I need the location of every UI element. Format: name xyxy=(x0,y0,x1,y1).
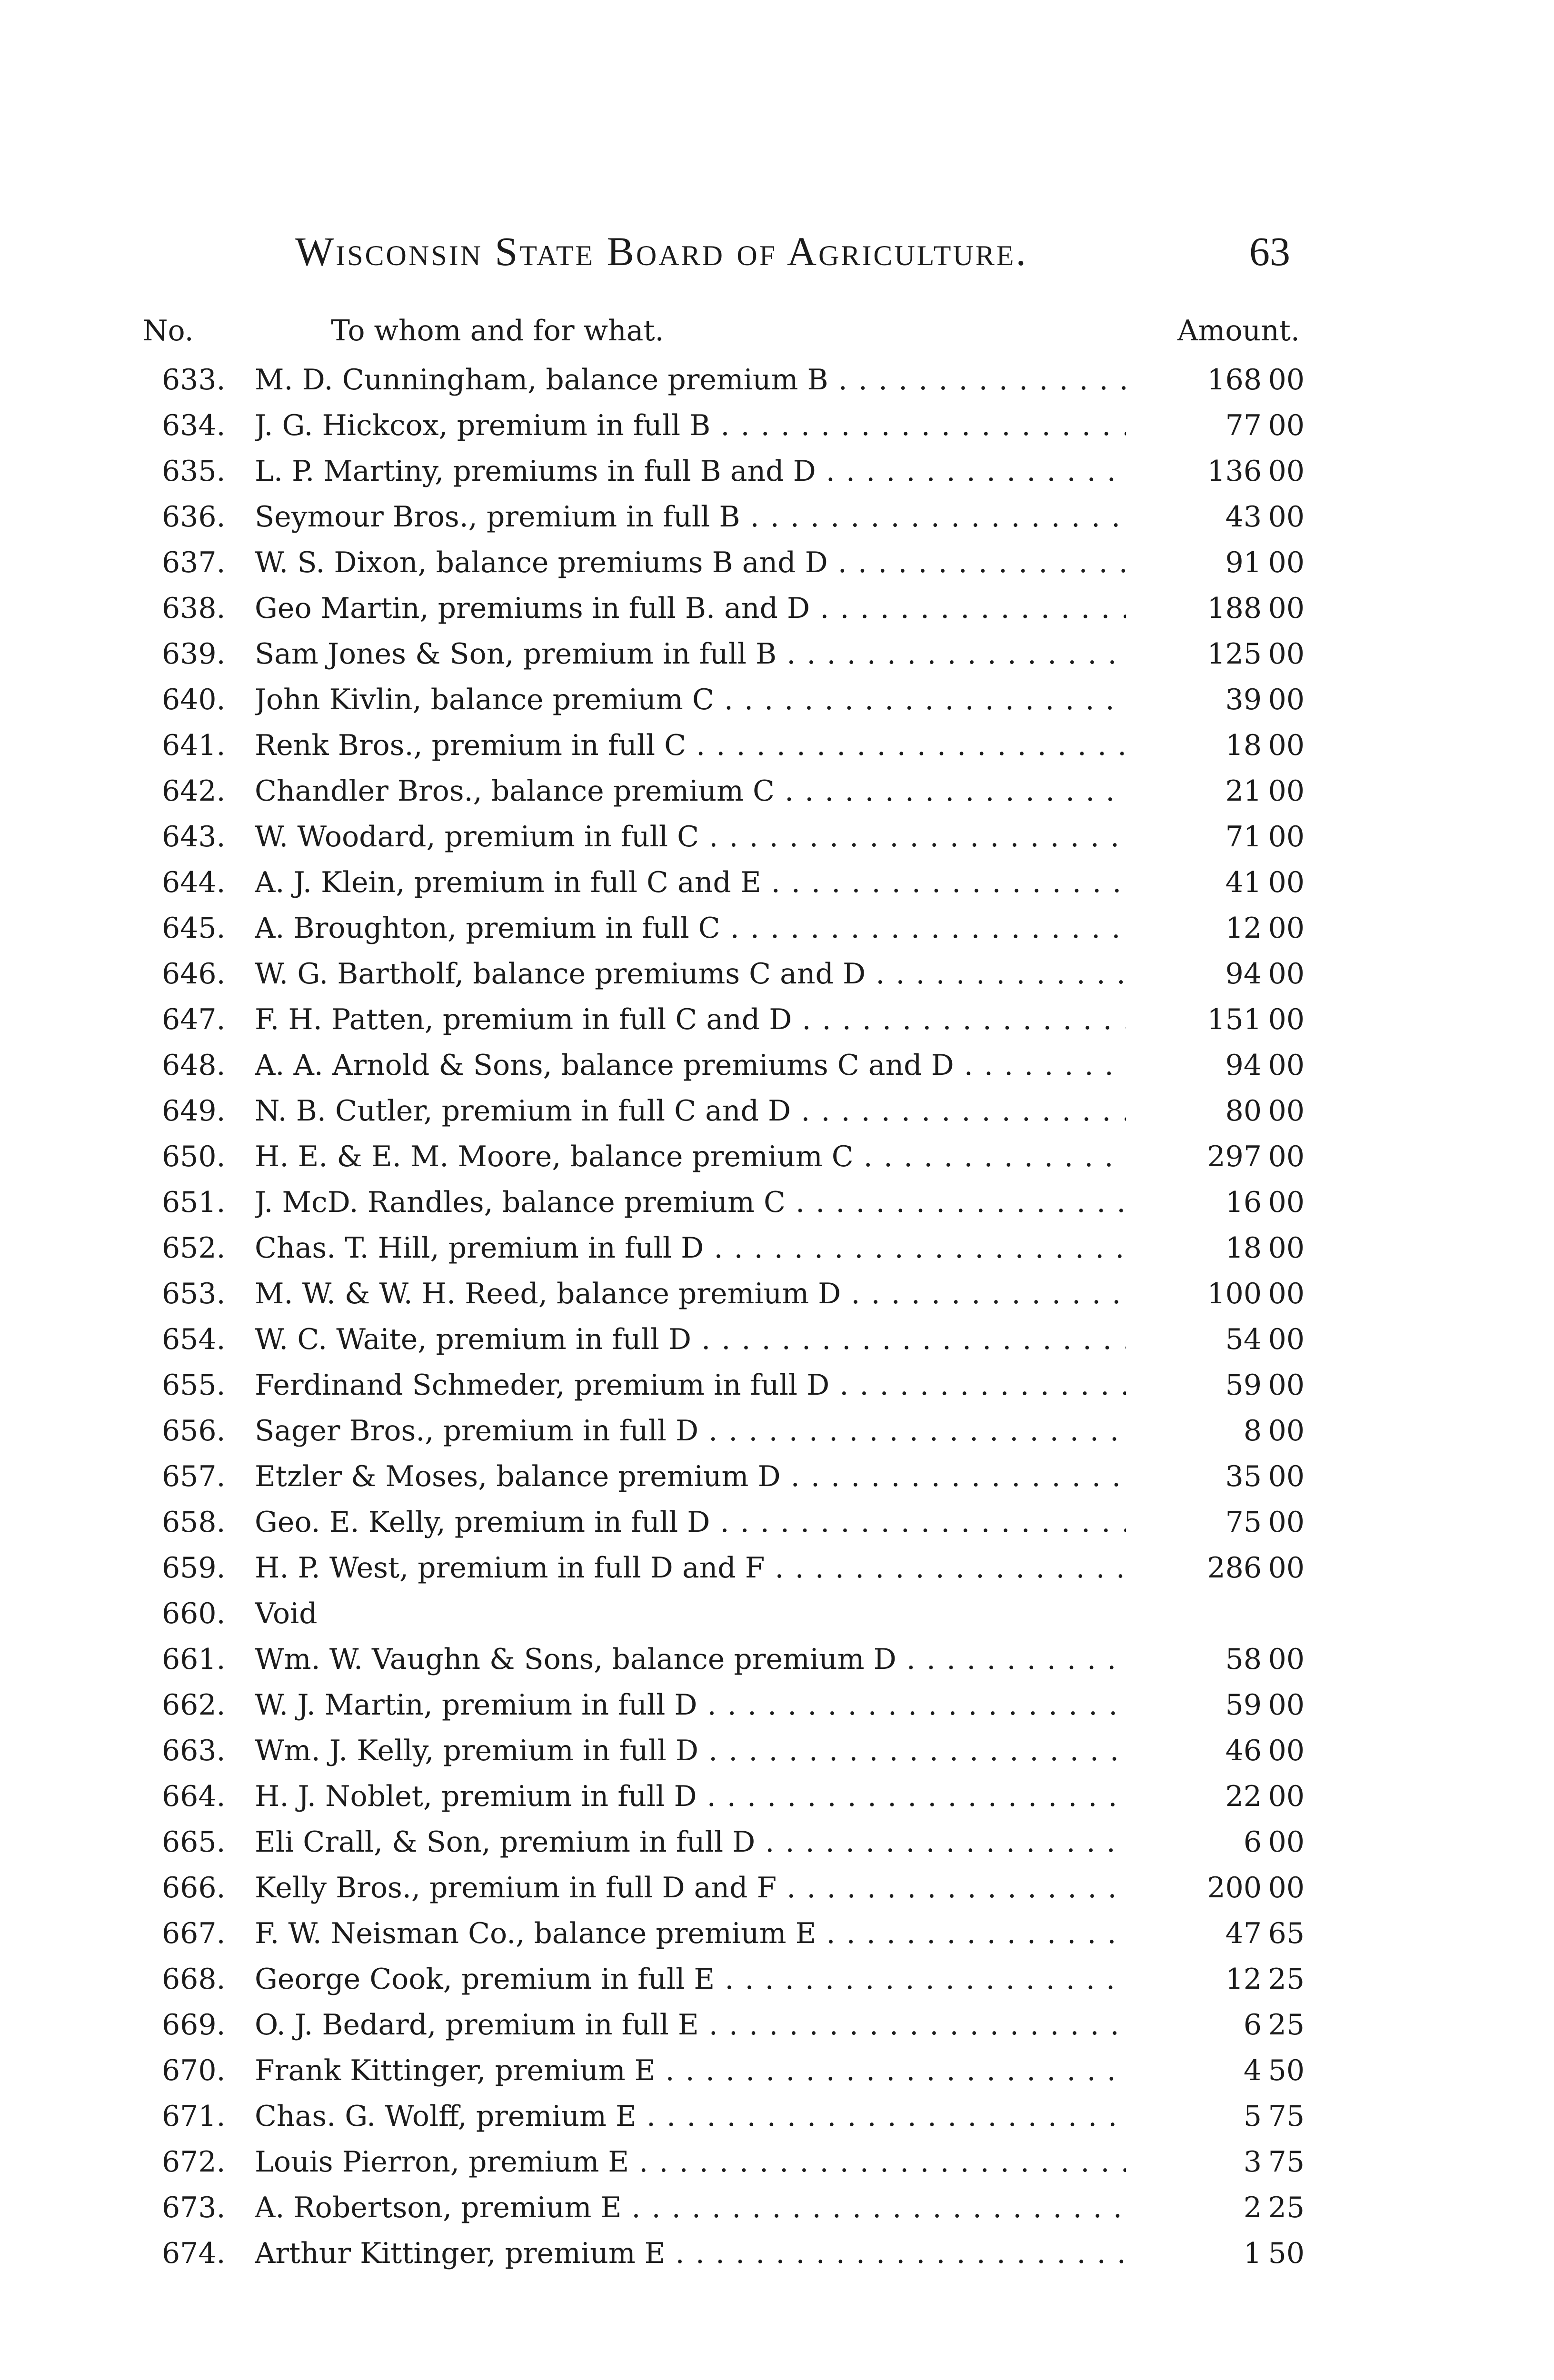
column-header-description: To whom and for what. xyxy=(331,314,664,347)
entry-description: A. J. Klein, premium in full C and E . . . xyxy=(255,860,1126,905)
amount-dollars: 136 xyxy=(1207,455,1262,488)
amount-cents: 00 xyxy=(1268,500,1305,534)
amount-dollars: 8 xyxy=(1243,1414,1262,1448)
entry-number: 662. xyxy=(162,1688,226,1722)
entry-number: 637. xyxy=(162,546,226,579)
page-number: 63 xyxy=(1249,228,1290,274)
table-row xyxy=(138,1180,1305,1225)
entry-number: 654. xyxy=(162,1323,226,1356)
entry-number: 656. xyxy=(162,1414,226,1448)
entry-number: 635. xyxy=(162,455,226,488)
entry-description: Frank Kittinger, premium E . . . xyxy=(255,2048,1126,2093)
entry-number: 644. xyxy=(162,866,226,899)
amount-dollars: 58 xyxy=(1225,1643,1262,1676)
table-row xyxy=(138,723,1305,768)
entry-description: Louis Pierron, premium E . . . xyxy=(255,2139,1126,2185)
table-row xyxy=(138,2139,1305,2185)
entry-number: 649. xyxy=(162,1094,226,1128)
entry-description: A. Robertson, premium E . . . xyxy=(255,2185,1126,2231)
table-row xyxy=(138,357,1305,403)
amount-dollars: 59 xyxy=(1225,1368,1262,1402)
entry-number: 671. xyxy=(162,2100,226,2133)
table-row xyxy=(138,1819,1305,1865)
amount-cents: 00 xyxy=(1268,409,1305,442)
table-row xyxy=(138,814,1305,860)
amount-cents: 00 xyxy=(1268,1780,1305,1813)
amount-cents: 00 xyxy=(1268,866,1305,899)
entry-description: Seymour Bros., premium in full B . . . xyxy=(255,494,1126,540)
table-row xyxy=(138,2185,1305,2231)
entry-description: W. C. Waite, premium in full D . . . xyxy=(255,1317,1126,1362)
amount-dollars: 3 xyxy=(1243,2145,1262,2179)
entry-description: Chas. T. Hill, premium in full D . . . xyxy=(255,1225,1126,1271)
table-row xyxy=(138,1042,1305,1088)
amount-cents: 65 xyxy=(1268,1917,1305,1950)
amount-dollars: 59 xyxy=(1225,1688,1262,1722)
table-row xyxy=(138,1408,1305,1454)
table-row xyxy=(138,2231,1305,2276)
amount-dollars: 6 xyxy=(1243,1825,1262,1859)
entry-description: O. J. Bedard, premium in full E . . . xyxy=(255,2002,1126,2048)
amount-dollars: 18 xyxy=(1225,729,1262,762)
amount-dollars: 125 xyxy=(1207,637,1262,671)
table-row xyxy=(138,1774,1305,1819)
entry-description: Wm. W. Vaughn & Sons, balance premium D . . . xyxy=(255,1636,1126,1682)
entry-description: M. D. Cunningham, balance premium B . . . xyxy=(255,357,1126,403)
amount-cents: 00 xyxy=(1268,957,1305,991)
table-row xyxy=(138,631,1305,677)
entry-description: Sam Jones & Son, premium in full B . . . xyxy=(255,631,1126,677)
amount-dollars: 94 xyxy=(1225,957,1262,991)
table-row xyxy=(138,1728,1305,1774)
amount-dollars: 91 xyxy=(1225,546,1262,579)
entry-description: M. W. & W. H. Reed, balance premium D . . . xyxy=(255,1271,1126,1317)
column-header-amount: Amount. xyxy=(1177,314,1300,347)
entry-description: Renk Bros., premium in full C . . . xyxy=(255,723,1126,768)
amount-dollars: 18 xyxy=(1225,1231,1262,1265)
entry-number: 672. xyxy=(162,2145,226,2179)
entry-description: F. W. Neisman Co., balance premium E . . . xyxy=(255,1911,1126,1956)
entry-number: 659. xyxy=(162,1551,226,1585)
entry-description: Geo. E. Kelly, premium in full D . . . xyxy=(255,1499,1126,1545)
table-row xyxy=(138,1225,1305,1271)
entry-description: Wm. J. Kelly, premium in full D . . . xyxy=(255,1728,1126,1774)
amount-dollars: 77 xyxy=(1225,409,1262,442)
entry-description: H. J. Noblet, premium in full D . . . xyxy=(255,1774,1126,1819)
entry-number: 634. xyxy=(162,409,226,442)
entry-description: Void xyxy=(255,1597,318,1630)
entry-number: 674. xyxy=(162,2237,226,2270)
amount-cents: 00 xyxy=(1268,1551,1305,1585)
amount-cents: 00 xyxy=(1268,774,1305,808)
entry-number: 642. xyxy=(162,774,226,808)
amount-cents: 75 xyxy=(1268,2100,1305,2133)
entry-number: 643. xyxy=(162,820,226,853)
entry-number: 640. xyxy=(162,683,226,716)
entry-description: H. P. West, premium in full D and F . . . xyxy=(255,1545,1126,1591)
amount-cents: 00 xyxy=(1268,363,1305,397)
entry-number: 652. xyxy=(162,1231,226,1265)
entry-description: L. P. Martiny, premiums in full B and D . . . xyxy=(255,448,1126,494)
amount-cents: 00 xyxy=(1268,1094,1305,1128)
table-row xyxy=(138,951,1305,997)
entry-number: 636. xyxy=(162,500,226,534)
amount-dollars: 2 xyxy=(1243,2191,1262,2224)
entry-description: Arthur Kittinger, premium E . . . xyxy=(255,2231,1126,2276)
entry-description: J. McD. Randles, balance premium C . . . xyxy=(255,1180,1126,1225)
table-row xyxy=(138,677,1305,723)
amount-dollars: 47 xyxy=(1225,1917,1262,1950)
table-row xyxy=(138,2048,1305,2093)
entry-number: 664. xyxy=(162,1780,226,1813)
entry-number: 639. xyxy=(162,637,226,671)
entry-number: 666. xyxy=(162,1871,226,1904)
amount-cents: 50 xyxy=(1268,2054,1305,2087)
amount-cents: 00 xyxy=(1268,683,1305,716)
entry-number: 663. xyxy=(162,1734,226,1767)
table-row xyxy=(138,997,1305,1042)
entry-number: 665. xyxy=(162,1825,226,1859)
entry-number: 638. xyxy=(162,592,226,625)
entry-number: 648. xyxy=(162,1049,226,1082)
table-row xyxy=(138,1911,1305,1956)
entry-number: 655. xyxy=(162,1368,226,1402)
amount-dollars: 297 xyxy=(1207,1140,1262,1173)
table-row xyxy=(138,1956,1305,2002)
entry-description: W. J. Martin, premium in full D . . . xyxy=(255,1682,1126,1728)
column-headers xyxy=(138,314,1300,352)
entry-number: 653. xyxy=(162,1277,226,1310)
amount-cents: 00 xyxy=(1268,1460,1305,1493)
entry-number: 633. xyxy=(162,363,226,397)
entry-number: 641. xyxy=(162,729,226,762)
table-row xyxy=(138,1636,1305,1682)
amount-dollars: 188 xyxy=(1207,592,1262,625)
amount-dollars: 168 xyxy=(1207,363,1262,397)
entry-description: Geo Martin, premiums in full B. and D . . . xyxy=(255,585,1126,631)
entry-description: Chandler Bros., balance premium C . . . xyxy=(255,768,1126,814)
table-row xyxy=(138,540,1305,585)
entry-description: W. S. Dixon, balance premiums B and D . . . xyxy=(255,540,1126,585)
entry-description: Sager Bros., premium in full D . . . xyxy=(255,1408,1126,1454)
amount-cents: 00 xyxy=(1268,1871,1305,1904)
entry-description: J. G. Hickcox, premium in full B . . . xyxy=(255,403,1126,448)
amount-dollars: 21 xyxy=(1225,774,1262,808)
amount-cents: 00 xyxy=(1268,1643,1305,1676)
table-row xyxy=(138,860,1305,905)
table-row xyxy=(138,1499,1305,1545)
amount-cents: 00 xyxy=(1268,1003,1305,1036)
entry-number: 647. xyxy=(162,1003,226,1036)
amount-dollars: 41 xyxy=(1225,866,1262,899)
entry-description: Eli Crall, & Son, premium in full D . . . xyxy=(255,1819,1126,1865)
entry-number: 667. xyxy=(162,1917,226,1950)
table-row xyxy=(138,1088,1305,1134)
amount-cents: 00 xyxy=(1268,729,1305,762)
amount-dollars: 6 xyxy=(1243,2008,1262,2042)
amount-cents: 00 xyxy=(1268,455,1305,488)
amount-cents: 25 xyxy=(1268,2191,1305,2224)
amount-cents: 00 xyxy=(1268,637,1305,671)
amount-dollars: 12 xyxy=(1225,912,1262,945)
entry-number: 646. xyxy=(162,957,226,991)
amount-dollars: 22 xyxy=(1225,1780,1262,1813)
entry-description: John Kivlin, balance premium C . . . xyxy=(255,677,1126,723)
entry-description: W. G. Bartholf, balance premiums C and D . . . xyxy=(255,951,1126,997)
amount-dollars: 75 xyxy=(1225,1506,1262,1539)
table-row xyxy=(138,1362,1305,1408)
entry-number: 658. xyxy=(162,1506,226,1539)
amount-dollars: 71 xyxy=(1225,820,1262,853)
entry-number: 670. xyxy=(162,2054,226,2087)
amount-cents: 00 xyxy=(1268,1277,1305,1310)
amount-cents: 50 xyxy=(1268,2237,1305,2270)
amount-cents: 00 xyxy=(1268,1231,1305,1265)
entry-number: 645. xyxy=(162,912,226,945)
amount-dollars: 54 xyxy=(1225,1323,1262,1356)
amount-cents: 00 xyxy=(1268,912,1305,945)
table-row xyxy=(138,1134,1305,1180)
entry-description: Chas. G. Wolff, premium E . . . xyxy=(255,2093,1126,2139)
table-row xyxy=(138,403,1305,448)
amount-dollars: 46 xyxy=(1225,1734,1262,1767)
entry-description: George Cook, premium in full E . . . xyxy=(255,1956,1126,2002)
entry-number: 657. xyxy=(162,1460,226,1493)
amount-dollars: 12 xyxy=(1225,1963,1262,1996)
amount-cents: 00 xyxy=(1268,1825,1305,1859)
amount-dollars: 100 xyxy=(1207,1277,1262,1310)
page-header xyxy=(295,228,1290,280)
table-row xyxy=(138,2002,1305,2048)
table-row xyxy=(138,768,1305,814)
table-row xyxy=(138,905,1305,951)
table-row xyxy=(138,1454,1305,1499)
amount-dollars: 286 xyxy=(1207,1551,1262,1585)
entry-number: 660. xyxy=(162,1597,226,1630)
table-row xyxy=(138,1271,1305,1317)
entry-number: 669. xyxy=(162,2008,226,2042)
entry-description: Etzler & Moses, balance premium D . . . xyxy=(255,1454,1126,1499)
amount-dollars: 80 xyxy=(1225,1094,1262,1128)
amount-cents: 25 xyxy=(1268,1963,1305,1996)
table-row xyxy=(138,494,1305,540)
amount-cents: 25 xyxy=(1268,2008,1305,2042)
entry-number: 673. xyxy=(162,2191,226,2224)
amount-cents: 00 xyxy=(1268,1186,1305,1219)
entry-description: H. E. & E. M. Moore, balance premium C . . . xyxy=(255,1134,1126,1180)
entry-description: N. B. Cutler, premium in full C and D . . . xyxy=(255,1088,1126,1134)
table-row xyxy=(138,585,1305,631)
amount-cents: 75 xyxy=(1268,2145,1305,2179)
page-title: Wisconsin State Board of Agriculture. xyxy=(295,228,1028,274)
amount-cents: 00 xyxy=(1268,1323,1305,1356)
amount-cents: 00 xyxy=(1268,1140,1305,1173)
table-row xyxy=(138,1591,1300,1636)
table-row xyxy=(138,1865,1305,1911)
amount-dollars: 94 xyxy=(1225,1049,1262,1082)
table-row xyxy=(138,2093,1305,2139)
amount-dollars: 151 xyxy=(1207,1003,1262,1036)
amount-dollars: 5 xyxy=(1243,2100,1262,2133)
entry-number: 651. xyxy=(162,1186,226,1219)
amount-cents: 00 xyxy=(1268,1506,1305,1539)
amount-cents: 00 xyxy=(1268,1688,1305,1722)
entry-number: 661. xyxy=(162,1643,226,1676)
amount-cents: 00 xyxy=(1268,820,1305,853)
amount-cents: 00 xyxy=(1268,1414,1305,1448)
table-row xyxy=(138,1545,1305,1591)
entry-description: W. Woodard, premium in full C . . . xyxy=(255,814,1126,860)
amount-dollars: 39 xyxy=(1225,683,1262,716)
table-row xyxy=(138,1317,1305,1362)
entry-number: 650. xyxy=(162,1140,226,1173)
amount-cents: 00 xyxy=(1268,592,1305,625)
entry-description: A. Broughton, premium in full C . . . xyxy=(255,905,1126,951)
amount-dollars: 4 xyxy=(1243,2054,1262,2087)
entry-number: 668. xyxy=(162,1963,226,1996)
amount-dollars: 43 xyxy=(1225,500,1262,534)
column-header-no: No. xyxy=(143,314,194,347)
entry-description: A. A. Arnold & Sons, balance premiums C and D . . . xyxy=(255,1042,1126,1088)
entry-description: Ferdinand Schmeder, premium in full D . . . xyxy=(255,1362,1126,1408)
entry-description: Kelly Bros., premium in full D and F . . . xyxy=(255,1865,1126,1911)
amount-dollars: 35 xyxy=(1225,1460,1262,1493)
amount-dollars: 16 xyxy=(1225,1186,1262,1219)
amount-cents: 00 xyxy=(1268,1049,1305,1082)
amount-dollars: 200 xyxy=(1207,1871,1262,1904)
entry-description: F. H. Patten, premium in full C and D . . . xyxy=(255,997,1126,1042)
table-row xyxy=(138,448,1305,494)
table-row xyxy=(138,1682,1305,1728)
amount-cents: 00 xyxy=(1268,546,1305,579)
amount-dollars: 1 xyxy=(1243,2237,1262,2270)
amount-cents: 00 xyxy=(1268,1368,1305,1402)
amount-cents: 00 xyxy=(1268,1734,1305,1767)
ledger-table xyxy=(138,357,1305,2276)
